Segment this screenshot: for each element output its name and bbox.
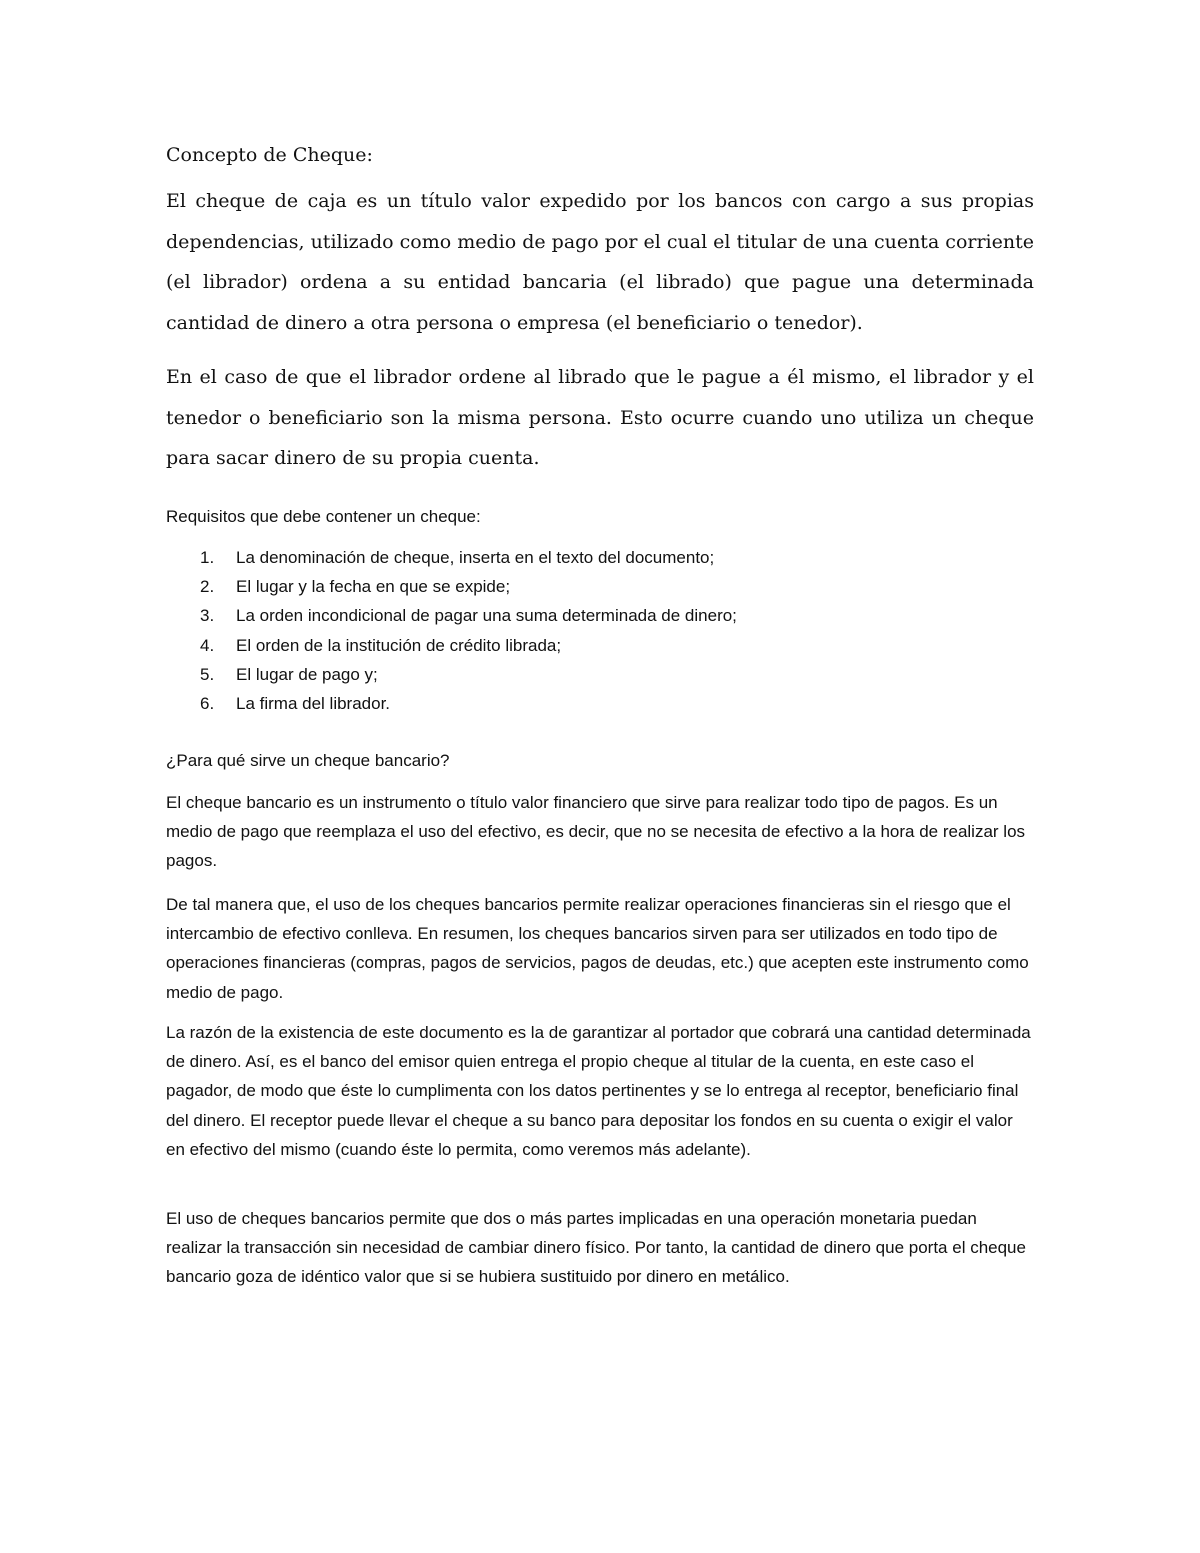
list-item-text: La orden incondicional de pagar una suma determinada de dinero; xyxy=(236,606,737,626)
list-item xyxy=(166,601,1034,630)
list-item xyxy=(166,660,1034,689)
list-item-text: El lugar y la fecha en que se expide; xyxy=(236,577,511,597)
requirements-list xyxy=(166,543,1034,718)
list-item xyxy=(166,543,1034,572)
body-paragraph-2: De tal manera que, el uso de los cheques bancarios permite realizar operaciones financieras sin el riesgo que el intercambio de efectivo conlleva. En resumen, los cheques bancarios sirven para ser utilizados en todo tipo de operaciones financieras (compras, pagos de servicios, pagos de deudas, etc.) que acepten este instrumento como medio de pago. xyxy=(166,895,1029,1002)
intro-paragraph-1: El cheque de caja es un título valor expedido por los bancos con cargo a sus propias dependencias, utilizado como medio de pago por el cual el titular de una cuenta corriente (el librador) ordena a su entidad bancaria (el librado) que pague una determinada cantidad de dinero a otra persona o empresa (el beneficiario o tenedor). xyxy=(166,190,1034,334)
list-item-text: El orden de la institución de crédito librada; xyxy=(236,635,562,655)
list-item-number: 5. xyxy=(200,664,215,684)
list-item xyxy=(166,689,1034,718)
intro-paragraph-2: En el caso de que el librador ordene al librado que le pague a él mismo, el librador y el tenedor o beneficiario son la misma persona. Esto ocurre cuando uno utiliza un cheque para sacar dinero de su propia cuenta. xyxy=(166,366,1034,469)
list-item xyxy=(166,572,1034,601)
body-paragraph-4: El uso de cheques bancarios permite que dos o más partes implicadas en una operación monetaria puedan realizar la transacción sin necesidad de cambiar dinero físico. Por tanto, la cantidad de dinero que porta el cheque bancario goza de idéntico valor que si se hubiera sustituido por dinero en metálico. xyxy=(166,1209,1026,1287)
list-item-number: 6. xyxy=(200,694,215,714)
body-paragraph-3: La razón de la existencia de este documento es la de garantizar al portador que cobrará una cantidad determinada de dinero. Así, es el banco del emisor quien entrega el propio cheque al titular de la cuenta, en este caso el pagador, de modo que éste lo cumplimenta con los datos pertinentes y se lo entrega al receptor, beneficiario final del dinero. El receptor puede llevar el cheque a su banco para depositar los fondos en su cuenta o exigir el valor en efectivo del mismo (cuando éste lo permita, como veremos más adelante). xyxy=(166,1023,1031,1159)
list-item-number: 4. xyxy=(200,635,215,655)
body-paragraph-1: El cheque bancario es un instrumento o título valor financiero que sirve para realizar todo tipo de pagos. Es un medio de pago que reemplaza el uso del efectivo, es decir, que no se necesita de efectivo a la hora de realizar los pagos. xyxy=(166,793,1026,871)
question-heading: ¿Para qué sirve un cheque bancario? xyxy=(166,751,450,770)
list-item-number: 2. xyxy=(200,577,215,597)
list-item xyxy=(166,631,1034,660)
list-item-text: La denominación de cheque, inserta en el texto del documento; xyxy=(236,548,715,567)
page-title: Concepto de Cheque: xyxy=(166,144,373,166)
list-item-text: El lugar de pago y; xyxy=(236,664,378,684)
list-item-number: 1. xyxy=(200,548,215,567)
list-item-number: 3. xyxy=(200,606,215,626)
list-item-text: La firma del librador. xyxy=(236,694,391,714)
requirements-heading: Requisitos que debe contener un cheque: xyxy=(166,507,481,526)
